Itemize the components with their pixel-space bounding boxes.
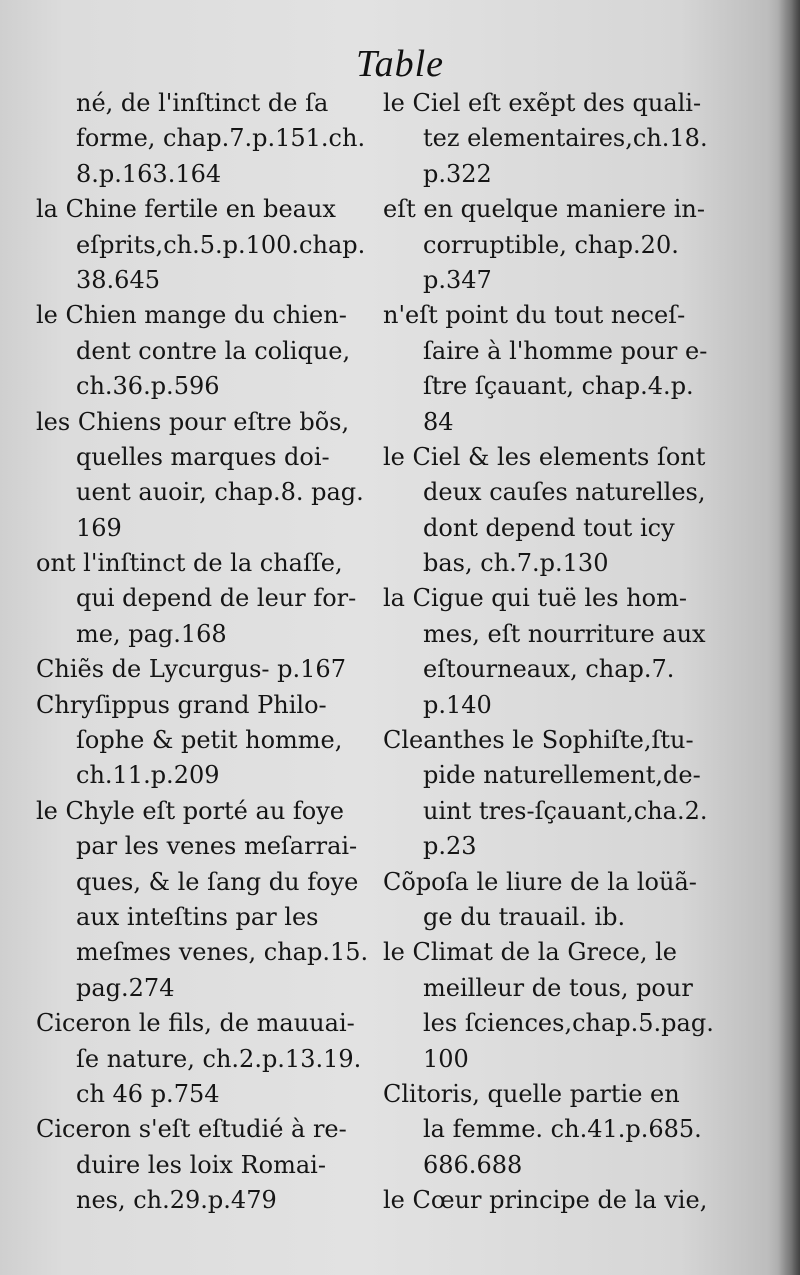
index-line: la Chine fertile en beaux <box>36 195 336 224</box>
index-line: le Chyle eſt porté au foye <box>36 796 345 825</box>
index-line: me, pag.168 <box>76 619 227 648</box>
index-line: ch 46 p.754 <box>76 1079 220 1108</box>
index-line: tez elementaires,ch.18. <box>423 124 708 153</box>
index-line: p.140 <box>423 690 492 719</box>
index-line: quelles marques doi- <box>76 442 330 471</box>
index-line: ſtre ſçauant, chap.4.p. <box>423 372 694 401</box>
index-line: dont depend tout icy <box>423 513 675 542</box>
index-column-right <box>383 86 723 1219</box>
index-line: Chryſippus grand Philo- <box>36 690 327 719</box>
index-line: eſprits,ch.5.p.100.chap. <box>76 230 366 259</box>
index-column-left <box>36 86 376 1219</box>
index-line: 169 <box>76 513 122 542</box>
index-line: ſe nature, ch.2.p.13.19. <box>76 1044 362 1073</box>
index-line: eſtourneaux, chap.7. <box>423 655 675 684</box>
index-line: nes, ch.29.p.479 <box>76 1186 277 1215</box>
index-line: le Cœur principe de la vie, <box>383 1186 708 1215</box>
index-line: ques, & le ſang du foye <box>76 867 359 896</box>
index-line: mes, eſt nourriture aux <box>423 619 706 648</box>
index-line: le Ciel eſt exẽpt des quali- <box>383 89 702 117</box>
binding-shadow <box>778 0 800 1275</box>
index-line: bas, ch.7.p.130 <box>423 549 609 578</box>
index-line: la femme. ch.41.p.685. <box>423 1115 702 1144</box>
index-line: forme, chap.7.p.151.ch. <box>76 124 366 153</box>
index-line: le Climat de la Grece, le <box>383 938 677 967</box>
index-line: p.347 <box>423 265 492 294</box>
index-line: 686.688 <box>423 1150 523 1179</box>
index-line: uent auoir, chap.8. pag. <box>76 478 364 507</box>
index-line: par les venes meſarrai- <box>76 832 358 861</box>
index-line: 100 <box>423 1044 469 1073</box>
index-line: p.23 <box>423 832 477 861</box>
index-line: le Ciel & les elements ſont <box>383 442 706 471</box>
index-line: ſophe & petit homme, <box>76 726 343 755</box>
index-line: pide naturellement,de- <box>423 761 701 790</box>
index-line: Ciceron le fils, de mauuai- <box>36 1009 355 1038</box>
index-line: Ciceron s'eſt eſtudié à re- <box>36 1115 347 1144</box>
index-line: 8.p.163.164 <box>76 159 222 188</box>
index-line: qui depend de leur for- <box>76 584 357 613</box>
index-line: pag.274 <box>76 973 175 1002</box>
index-line: Cleanthes le Sophiſte,ſtu- <box>383 726 694 755</box>
index-line: les ſciences,chap.5.pag. <box>423 1009 714 1038</box>
page-header: Table <box>355 43 445 85</box>
index-line: 84 <box>423 407 454 436</box>
index-line: uint tres-ſçauant,cha.2. <box>423 796 708 825</box>
index-line: eſt en quelque maniere in- <box>383 195 705 224</box>
index-line: p.322 <box>423 159 492 188</box>
index-line: dent contre la colique, <box>76 336 351 365</box>
index-line: corruptible, chap.20. <box>423 230 679 259</box>
index-line: deux cauſes naturelles, <box>423 478 706 507</box>
index-line: 38.645 <box>76 265 160 294</box>
index-line: le Chien mange du chien- <box>36 301 347 330</box>
index-line: ge du trauail. ib. <box>423 902 626 931</box>
index-line: la Cigue qui tuë les hom- <box>383 584 687 613</box>
index-line: ſaire à l'homme pour e- <box>423 336 708 365</box>
index-line: Cõpoſa le liure de la loüã- <box>383 867 697 896</box>
index-line: ont l'inſtinct de la chaſſe, <box>36 549 343 578</box>
index-line: ch.36.p.596 <box>76 372 220 401</box>
index-line: les Chiens pour eſtre bõs, <box>36 407 350 436</box>
index-line: Chiẽs de Lycurgus- p.167 <box>36 655 346 684</box>
index-line: aux inteſtins par les <box>76 902 319 931</box>
index-line: n'eſt point du tout neceſ- <box>383 301 686 330</box>
index-line: né, de l'inſtinct de ſa <box>76 89 329 117</box>
index-line: meilleur de tous, pour <box>423 973 693 1002</box>
index-line: duire les loix Romai- <box>76 1150 326 1179</box>
index-line: Clitoris, quelle partie en <box>383 1079 680 1108</box>
index-line: ch.11.p.209 <box>76 761 220 790</box>
index-line: meſmes venes, chap.15. <box>76 938 369 967</box>
